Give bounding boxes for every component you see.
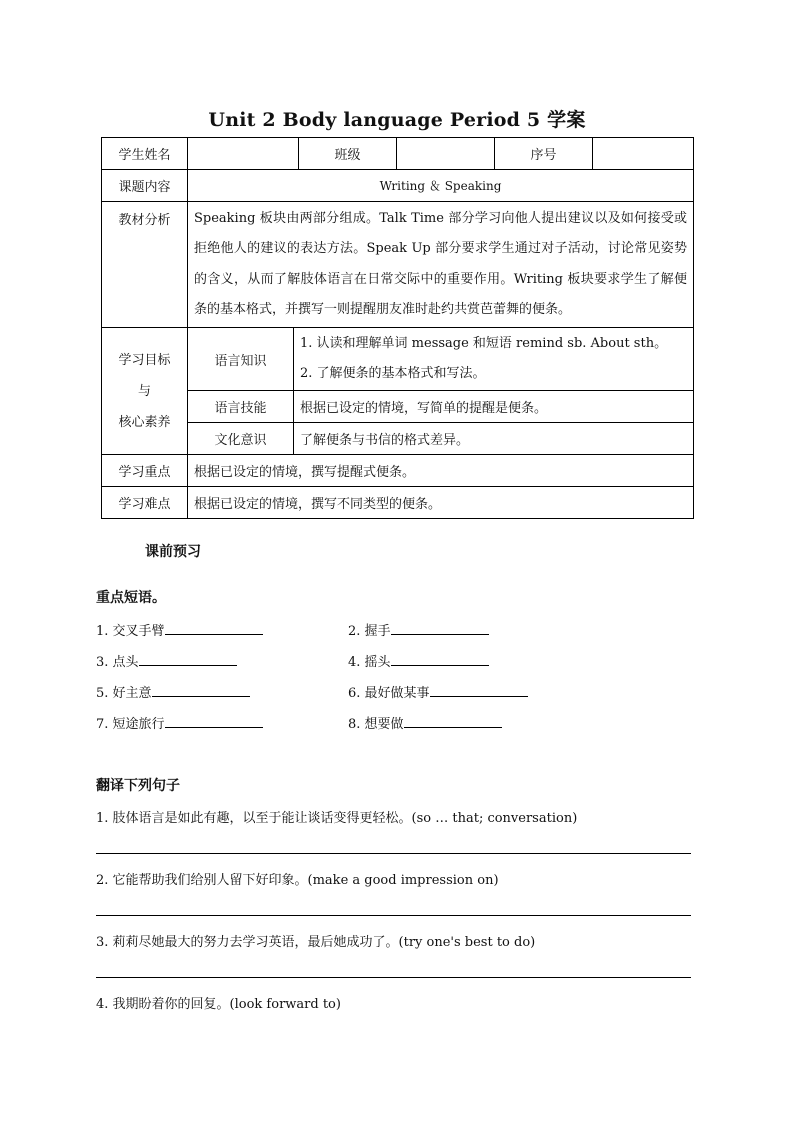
phrase-text: 7. 短途旅行 [96, 717, 165, 732]
goals-label-line: 学习目标 [118, 352, 171, 368]
phrase-text: 2. 握手 [348, 624, 391, 639]
phrase-item [348, 651, 489, 670]
lesson-info-table [101, 137, 694, 519]
phrase-text: 5. 好主意 [96, 686, 152, 701]
preview-heading: 课前预习 [145, 544, 201, 560]
translate-sentence: 1. 肢体语言是如此有趣，以至于能让谈话变得更轻松。(so … that; conversation) [96, 811, 578, 826]
table-row [102, 423, 694, 455]
goals-label [102, 328, 188, 455]
table-row [102, 138, 694, 170]
phrase-item [348, 713, 502, 732]
answer-blank[interactable] [165, 622, 263, 635]
knowledge-item: 2. 了解便条的基本格式和写法。 [300, 366, 486, 381]
culture-text: 了解便条与书信的格式差异。 [294, 423, 694, 455]
page-title: Unit 2 Body language Period 5 学案 [208, 109, 586, 131]
class-label: 班级 [299, 138, 397, 170]
seat-no-label: 序号 [495, 138, 593, 170]
phrase-text: 6. 最好做某事 [348, 686, 430, 701]
table-row [102, 328, 694, 391]
phrase-text: 3. 点头 [96, 655, 139, 670]
student-name-field[interactable] [188, 138, 299, 170]
phrase-item [96, 620, 263, 639]
answer-blank[interactable] [391, 653, 489, 666]
answer-line[interactable] [96, 977, 691, 978]
class-field[interactable] [397, 138, 495, 170]
culture-label: 文化意识 [188, 423, 294, 455]
answer-line[interactable] [96, 915, 691, 916]
translate-sentence: 3. 莉莉尽她最大的努力去学习英语，最后她成功了。(try one's best to do) [96, 935, 536, 950]
student-name-label: 学生姓名 [102, 138, 188, 170]
topic-value: Writing ＆ Speaking [188, 170, 694, 202]
knowledge-label: 语言知识 [188, 328, 294, 391]
answer-blank[interactable] [391, 622, 489, 635]
analysis-text: Speaking 板块由两部分组成。Talk Time 部分学习向他人提出建议以及如何接受或拒绝他人的建议的表达方法。Speak Up 部分要求学生通过对子活动，讨论常见姿势的含义，从而了解肢体语言在日常交际中的重要作用。Writing 板块要求学生了解便条的基本格式，并撰写一则提醒朋友准时赴约共赏芭蕾舞的便条。 [188, 202, 694, 328]
focus-label: 学习重点 [102, 455, 188, 487]
phrase-item [96, 682, 250, 701]
translate-sentence: 2. 它能帮助我们给别人留下好印象。(make a good impression on) [96, 873, 499, 888]
difficulty-label: 学习难点 [102, 487, 188, 519]
difficulty-text: 根据已设定的情境，撰写不同类型的便条。 [188, 487, 694, 519]
goals-label-line: 与 [137, 383, 151, 399]
knowledge-item: 1. 认读和理解单词 message 和短语 remind sb. About sth。 [300, 336, 668, 351]
table-row [102, 170, 694, 202]
topic-label: 课题内容 [102, 170, 188, 202]
goals-label-line: 核心素养 [118, 414, 171, 430]
seat-no-field[interactable] [593, 138, 694, 170]
phrase-item [348, 682, 528, 701]
answer-blank[interactable] [139, 653, 237, 666]
answer-blank[interactable] [152, 684, 250, 697]
skills-text: 根据已设定的情境，写简单的提醒是便条。 [294, 391, 694, 423]
analysis-label: 教材分析 [102, 202, 188, 328]
phrases-heading: 重点短语。 [96, 590, 166, 606]
skills-label: 语言技能 [188, 391, 294, 423]
table-row [102, 455, 694, 487]
table-row [102, 202, 694, 328]
knowledge-text [294, 328, 694, 391]
phrase-item [96, 713, 263, 732]
phrase-item [96, 651, 237, 670]
phrase-text: 4. 摇头 [348, 655, 391, 670]
answer-blank[interactable] [430, 684, 528, 697]
translate-heading: 翻译下列句子 [96, 778, 180, 794]
answer-blank[interactable] [404, 715, 502, 728]
phrase-text: 1. 交叉手臂 [96, 624, 165, 639]
phrase-text: 8. 想要做 [348, 717, 404, 732]
phrase-item [348, 620, 489, 639]
table-row [102, 391, 694, 423]
table-row [102, 487, 694, 519]
focus-text: 根据已设定的情境，撰写提醒式便条。 [188, 455, 694, 487]
answer-line[interactable] [96, 853, 691, 854]
answer-blank[interactable] [165, 715, 263, 728]
translate-sentence: 4. 我期盼着你的回复。(look forward to) [96, 997, 341, 1012]
